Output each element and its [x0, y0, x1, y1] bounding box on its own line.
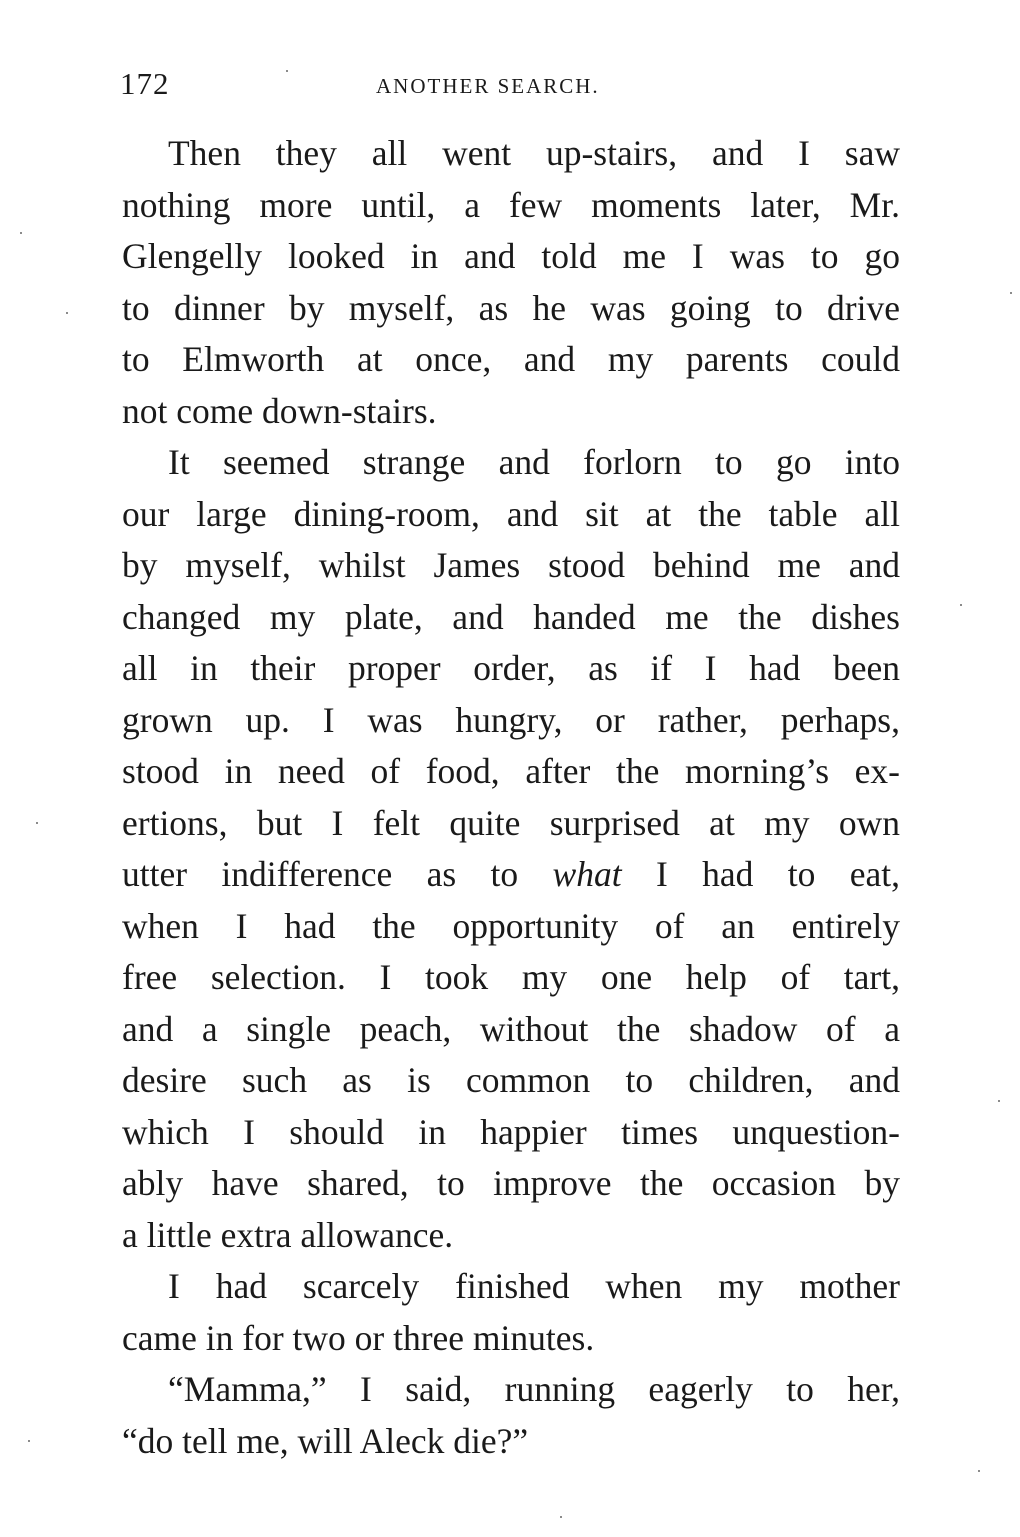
body-text: [122, 128, 900, 1467]
text-line: It seemed strange and forlorn to go into: [168, 442, 900, 482]
text-line: grown up. I was hungry, or rather, perhaps,: [122, 699, 900, 740]
text-line: ably have shared, to improve the occasion by: [122, 1163, 900, 1203]
scan-speck: [560, 1516, 562, 1518]
text-line: free selection. I took my one help of tart,: [122, 957, 900, 997]
scan-speck: [960, 604, 962, 606]
text-line: Then they all went up-stairs, and I saw: [168, 133, 900, 173]
text-line: came in for two or three minutes.: [122, 1317, 595, 1358]
page-number: 172: [120, 66, 170, 101]
page-header: [120, 66, 900, 106]
text-line: changed my plate, and handed me the dishes: [122, 596, 900, 637]
text-line: by myself, whilst James stood behind me and: [122, 545, 900, 585]
text-line: “Mamma,” I said, running eagerly to her,: [168, 1369, 900, 1409]
text-line: nothing more until, a few moments later, Mr.: [122, 184, 900, 225]
text-line: ertions, but I felt quite surprised at my own: [122, 802, 900, 843]
text-line: Glengelly looked in and told me I was to go: [122, 236, 900, 276]
text-line: “do tell me, will Aleck die?”: [122, 1420, 529, 1461]
scan-speck: [20, 232, 22, 234]
scan-speck: [28, 1440, 30, 1442]
text-line: a little extra allowance.: [122, 1214, 454, 1255]
text-line: stood in need of food, after the morning’s ex-: [122, 751, 900, 791]
text-line: to dinner by myself, as he was going to drive: [122, 287, 900, 328]
scan-speck: [998, 1100, 1000, 1102]
scan-speck: [978, 1470, 980, 1472]
text-segment: utter indifference as to: [122, 854, 519, 894]
text-line: desire such as is common to children, and: [122, 1060, 900, 1100]
text-line: I had scarcely finished when my mother: [168, 1266, 900, 1306]
scan-speck: [286, 70, 288, 72]
italic-word: what: [552, 854, 622, 894]
text-segment: I had to eat,: [655, 854, 901, 894]
text-line: which I should in happier times unquestion-: [122, 1111, 900, 1152]
text-line: our large dining-room, and sit at the table all: [122, 493, 900, 534]
text-line-with-italic: [122, 849, 900, 901]
scan-speck: [1010, 292, 1012, 294]
scan-speck: [66, 312, 68, 314]
text-line: all in their proper order, as if I had been: [122, 648, 900, 688]
scan-speck: [36, 822, 38, 824]
text-line: when I had the opportunity of an entirely: [122, 905, 900, 946]
text-line: not come down-stairs.: [122, 390, 437, 431]
text-line: and a single peach, without the shadow of a: [122, 1008, 900, 1049]
text-line: to Elmworth at once, and my parents could: [122, 339, 900, 379]
running-head: ANOTHER SEARCH.: [376, 74, 600, 98]
